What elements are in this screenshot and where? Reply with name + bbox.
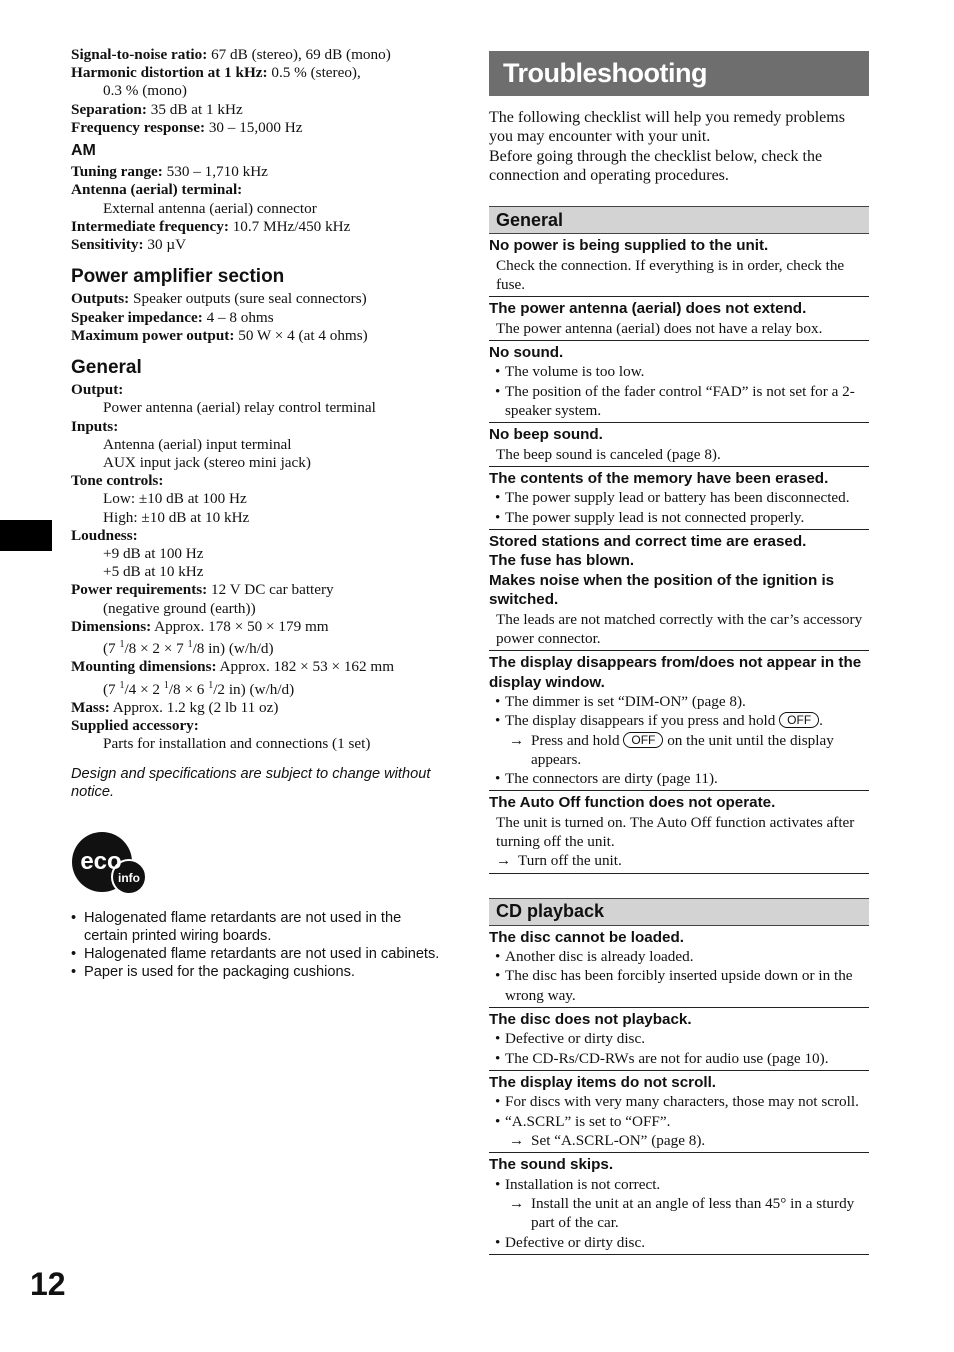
spec-line: Signal-to-noise ratio: 67 dB (stereo), 69 dB (mono) <box>71 46 391 63</box>
spec-line: Tone controls: <box>71 472 164 490</box>
spec-line: Speaker impedance: 4 – 8 ohms <box>71 308 274 326</box>
trouble-item: The power antenna (aerial) does not extend. The power antenna (aerial) does not have a relay box. <box>489 297 869 341</box>
accessory-spec: Supplied accessory: <box>71 717 199 735</box>
trouble-item: Stored stations and correct time are erased. The fuse has blown. Makes noise when the position of the ignition is switched. The leads are not matched correctly with the car’s accessory power connector. <box>489 530 869 651</box>
spec-line: Harmonic distortion at 1 kHz: 0.5 % (stereo), <box>71 64 361 82</box>
mass-spec: Mass: Approx. 1.2 kg (2 lb 11 oz) <box>71 698 279 716</box>
spec-line: Separation: 35 dB at 1 kHz <box>71 100 243 118</box>
off-key-icon: OFF <box>779 712 819 728</box>
section-tab-marker <box>0 520 52 551</box>
spec-change-note: Design and specifications are subject to change without notice. <box>71 766 431 801</box>
spec-line: Frequency response: 30 – 15,000 Hz <box>71 118 303 136</box>
general-spec-heading: General <box>71 357 142 379</box>
spec-line: Inputs: <box>71 417 119 435</box>
trouble-item: The disc does not playback. • Defective or dirty disc. • The CD-Rs/CD-RWs are not for audio use (page 10). <box>489 1008 869 1071</box>
mounting-spec: Mounting dimensions: Approx. 182 × 53 × 162 mm <box>71 658 395 676</box>
trouble-item: The sound skips. • Installation is not correct. → Install the unit at an angle of less than 45° in a sturdy part of the car. • Defective or dirty disc. <box>489 1153 869 1255</box>
dimensions-spec: Dimensions: Approx. 178 × 50 × 179 mm <box>71 617 329 635</box>
spec-line: Outputs: Speaker outputs (sure seal connectors) <box>71 290 367 308</box>
eco-info-logo <box>71 831 149 895</box>
trouble-item: No power is being supplied to the unit. Check the connection. If everything is in order, check the fuse. <box>489 234 869 297</box>
eco-bullet: • Halogenated flame retardants are not used in the certain printed wiring boards. <box>71 909 441 945</box>
trouble-item: The display items do not scroll. • For discs with very many characters, those may not scroll. • “A.SCRL” is set to “OFF”. → Set “A.SCRL-ON” (page 8). <box>489 1071 869 1153</box>
trouble-item: The contents of the memory have been erased. • The power supply lead or battery has been disconnected. • The power supply lead is not connected properly. <box>489 467 869 530</box>
trouble-item: No sound. • The volume is too low. • The position of the fader control “FAD” is not set for a 2-speaker system. <box>489 341 869 423</box>
spec-line: Antenna (aerial) input terminal <box>103 435 292 453</box>
page-number: 12 <box>30 1266 66 1302</box>
spec-line: Power antenna (aerial) relay control terminal <box>103 399 376 417</box>
power-specs <box>71 290 441 345</box>
spec-line: Tuning range: 530 – 1,710 kHz <box>71 163 268 181</box>
trouble-item: The disc cannot be loaded. • Another disc is already loaded. • The disc has been forcibly inserted upside down or in the wrong way. <box>489 926 869 1008</box>
specifications-column <box>71 46 441 981</box>
fm-specs <box>71 46 441 137</box>
spec-line: +9 dB at 100 Hz <box>103 545 204 563</box>
trouble-item: The Auto Off function does not operate. The unit is turned on. The Auto Off function activates after turning off the unit. → Turn off the unit. <box>489 791 869 873</box>
spec-line: Power requirements: 12 V DC car battery <box>71 581 334 599</box>
spec-line: 0.3 % (mono) <box>103 82 187 100</box>
accessory-value: Parts for installation and connections (1 set) <box>103 735 371 753</box>
spec-line: Maximum power output: 50 W × 4 (at 4 ohms) <box>71 326 368 344</box>
svg-text:eco: eco <box>80 848 122 876</box>
spec-line: (negative ground (earth)) <box>103 599 256 617</box>
am-specs <box>71 163 441 254</box>
troubleshooting-column <box>489 51 869 1255</box>
page-title: Troubleshooting <box>489 51 869 96</box>
general-section-heading: General <box>489 206 869 234</box>
general-specs <box>71 381 441 618</box>
eco-bullet: • Halogenated flame retardants are not used in cabinets. <box>71 945 441 963</box>
spec-line: AUX input jack (stereo mini jack) <box>103 454 311 472</box>
spec-line: Loudness: <box>71 526 138 544</box>
eco-bullet: • Paper is used for the packaging cushions. <box>71 963 441 981</box>
am-heading: AM <box>71 142 96 160</box>
spec-line: External antenna (aerial) connector <box>103 199 317 217</box>
off-key-icon: OFF <box>623 732 663 748</box>
svg-text:info: info <box>118 871 140 886</box>
intro-text: The following checklist will help you remedy problems you may encounter with your unit. Before going through the checklist below, check the connection and operating procedures. <box>489 109 845 184</box>
power-amplifier-heading: Power amplifier section <box>71 266 285 288</box>
spec-line: Low: ±10 dB at 100 Hz <box>103 490 247 508</box>
spec-line: +5 dB at 10 kHz <box>103 563 204 581</box>
trouble-item: No beep sound. The beep sound is canceled (page 8). <box>489 423 869 467</box>
spec-line: Output: <box>71 381 124 399</box>
spec-line: Intermediate frequency: 10.7 MHz/450 kHz <box>71 217 351 235</box>
spec-line: Sensitivity: 30 µV <box>71 236 187 254</box>
spec-line: Antenna (aerial) terminal: <box>71 181 243 199</box>
mounting-inch: (7 $^1$/4 × 2 $^1$/8 × 6 $^1$/2 in) (w/h/d) <box>103 679 295 698</box>
cd-playback-heading: CD playback <box>489 898 869 926</box>
eco-bullets <box>71 909 441 981</box>
trouble-item: The display disappears from/does not appear in the display window. • The dimmer is set “DIM-ON” (page 8). • The display disappears if you press and hold OFF . → Press and hold OFF on the unit until the display appears. • The connectors are dirty (page 11). <box>489 651 869 791</box>
eco-logo-icon <box>71 831 149 895</box>
spec-line: High: ±10 dB at 10 kHz <box>103 508 250 526</box>
dimensions-inch: (7 $^1$/8 × 2 × 7 $^1$/8 in) (w/h/d) <box>103 639 274 658</box>
